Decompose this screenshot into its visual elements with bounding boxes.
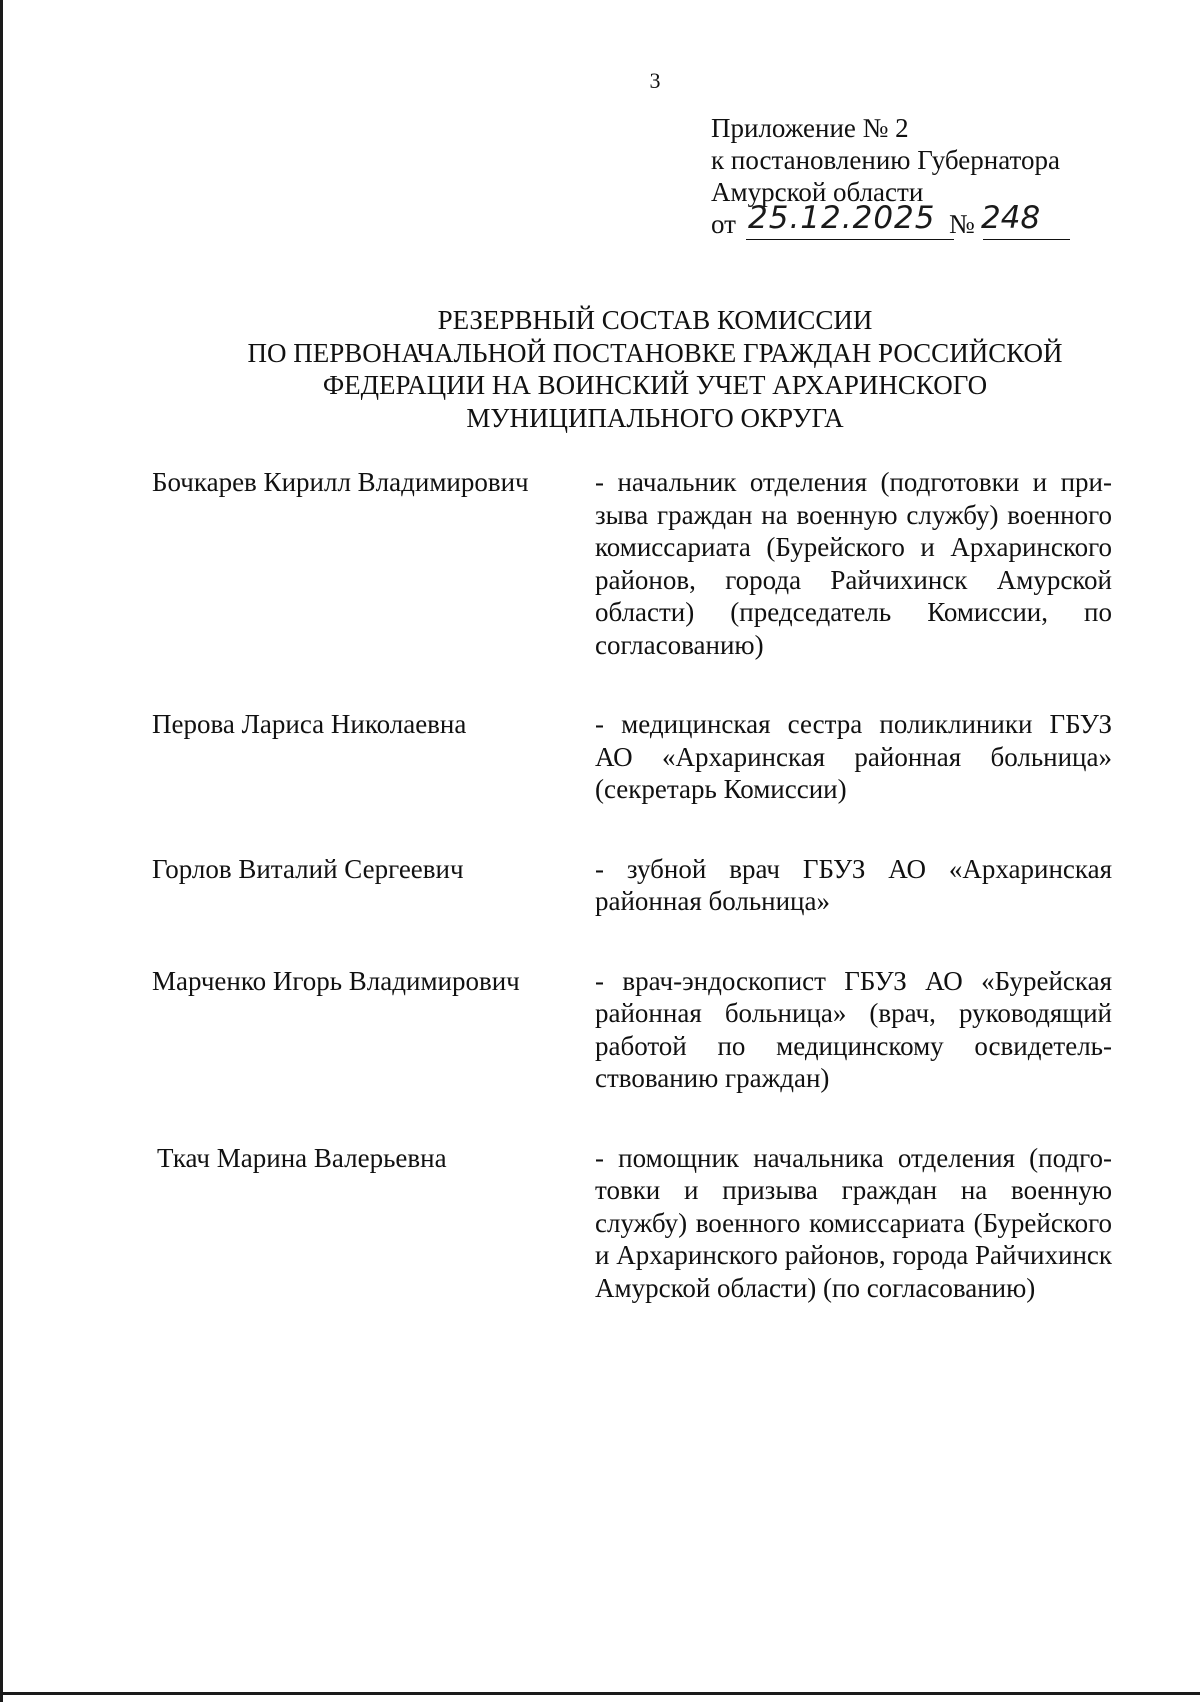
scan-edge-bottom	[0, 1692, 1200, 1695]
number-underline	[983, 239, 1070, 240]
member-entry	[152, 965, 1112, 1095]
member-entry	[152, 853, 1112, 918]
member-entry	[152, 708, 1112, 806]
handwritten-number: 248	[981, 200, 1041, 236]
member-name: Перова Лариса Николаевна	[152, 709, 467, 739]
title-line-1: РЕЗЕРВНЫЙ СОСТАВ КОМИССИИ	[437, 305, 873, 335]
handwritten-date: 25.12.2025	[748, 200, 936, 236]
member-role: - начальник отделения (подготовки и призыва граждан на военную службу) военного комиссариата (Бурейского и Архаринского районов, города Райчихинск Амурской области) (председатель Комиссии, по согласованию)	[595, 467, 1112, 660]
member-role: - зубной врач ГБУЗ АО «Архаринская районная больница»	[595, 853, 1112, 916]
date-underline	[746, 239, 954, 240]
member-name: Горлов Виталий Сергеевич	[152, 853, 464, 884]
scan-edge-left	[0, 0, 3, 1702]
member-entry	[152, 1142, 1112, 1305]
appendix-header	[711, 112, 1151, 248]
appendix-reference: к постановлению Губернатора	[711, 145, 1060, 175]
members-list	[152, 466, 1112, 1351]
member-name: Ткач Марина Валерьевна	[157, 1142, 447, 1173]
member-entry	[152, 466, 1112, 661]
member-role: - врач-эндоскопист ГБУЗ АО «Бурейская районная больница» (врач, руководящий работой по медицинскому освидетельствованию граждан)	[595, 965, 1112, 1093]
title-line-4: МУНИЦИПАЛЬНОГО ОКРУГА	[466, 402, 844, 433]
member-name: Бочкарев Кирилл Владимирович	[152, 467, 529, 497]
page-number: 3	[649, 68, 661, 93]
member-name: Марченко Игорь Владимирович	[152, 965, 520, 996]
date-prefix: от	[711, 209, 736, 239]
title-line-3: ФЕДЕРАЦИИ НА ВОИНСКИЙ УЧЕТ АРХАРИНСКОГО	[322, 370, 988, 400]
member-role: - помощник начальника отделения (подготовки и призыва граждан на военную службу) военного комиссариата (Бурейского и Архаринского районов, города Райчихинск Амурской области) (по согласованию)	[595, 1142, 1112, 1303]
member-role: - медицинская сестра поликлиники ГБУЗ АО «Архаринская районная больница» (секретарь Комиссии)	[595, 709, 1112, 804]
appendix-region: Амурской области	[711, 177, 924, 207]
appendix-date-line	[711, 200, 1151, 248]
title-line-2: ПО ПЕРВОНАЧАЛЬНОЙ ПОСТАНОВКЕ ГРАЖДАН РОССИЙСКОЙ	[247, 337, 1063, 368]
number-sign: №	[949, 209, 975, 239]
document-title	[150, 304, 1160, 434]
appendix-title: Приложение № 2	[711, 113, 909, 143]
